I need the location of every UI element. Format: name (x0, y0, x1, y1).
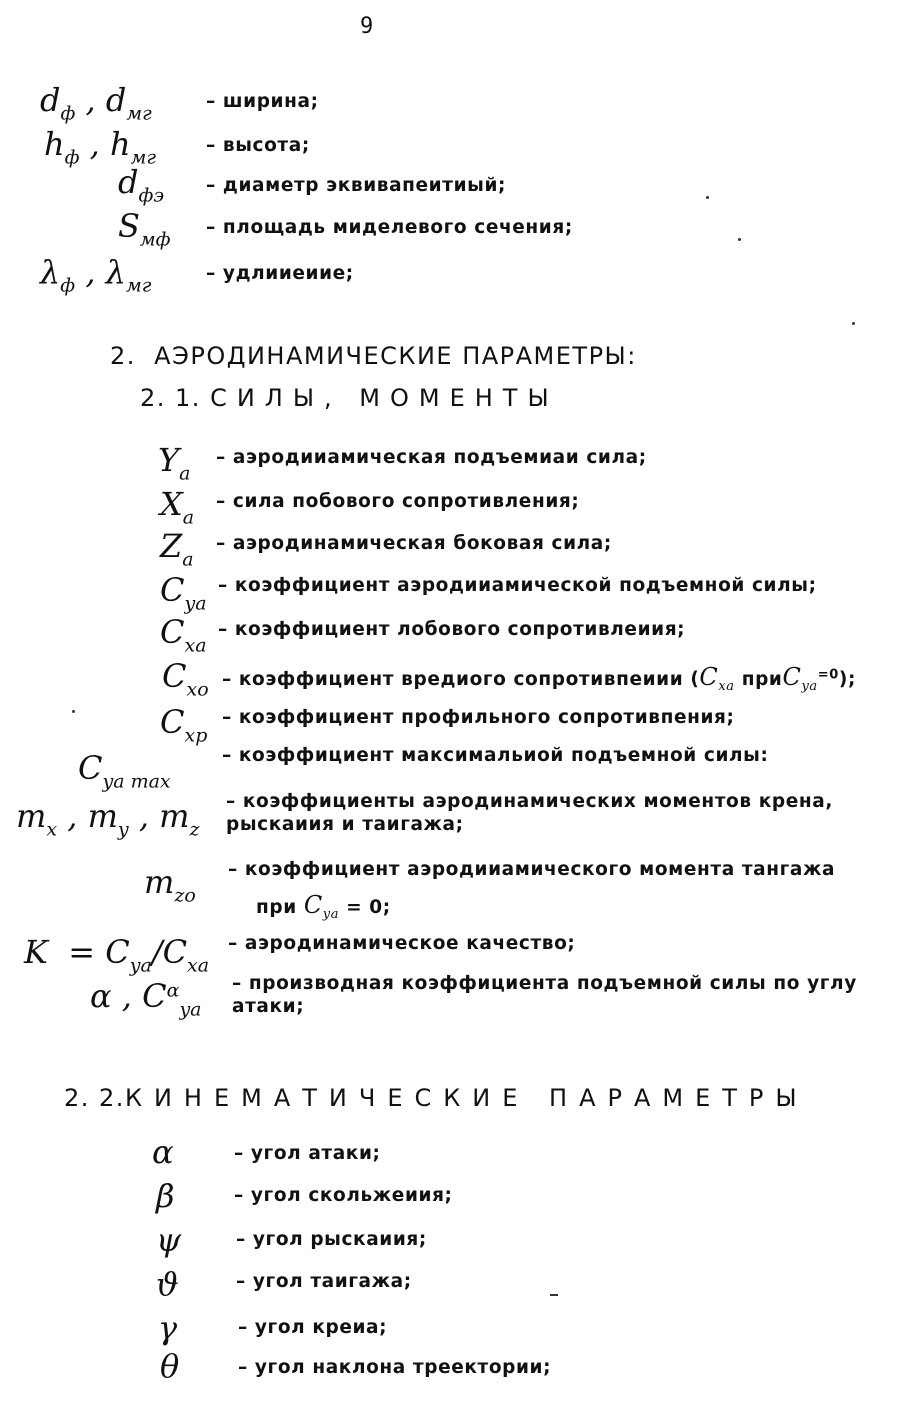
symbol-height: $h_ф$ , $h_{мг}$ (44, 125, 156, 169)
scan-speck (706, 196, 709, 199)
force-item-max-lift: – коэффициент максимальиой подъемной силы: (222, 745, 769, 766)
geometry-item-midsection-area: – площадь миделевого сечения; (206, 217, 573, 238)
section-2-2-title: КИНЕМАТИЧЕСКИЕ ПАРАМЕТРЫ (124, 1084, 809, 1112)
symbol-max-lift-coefficient: $C_{ya max}$ (78, 749, 171, 793)
symbol-moment-coefficients: $m_x$ , $m_y$ , $m_z$ (16, 797, 200, 841)
kinematics-item-yaw: – угол рыскаиия; (236, 1229, 427, 1250)
symbol-lift-drag-ratio: $K = C_{ya}/C_{xa}$ (24, 933, 210, 977)
scan-speck (72, 710, 75, 713)
force-item-pitch-moment-cont: при $C_{ya} = 0$; (256, 891, 391, 923)
section-2-1-title: СИЛЫ, МОМЕНТЫ (210, 384, 559, 412)
symbol-yaw-angle: ψ (156, 1221, 182, 1259)
section-2-1-number: 2. 1. (140, 384, 201, 412)
symbol-equiv-diameter: $d_{фэ}$ (118, 163, 164, 207)
section-2-heading (110, 342, 637, 370)
force-item-parasite-drag: – коэффициент вредиого сопротивпеиии ($C_{xa}$ приC$_{ya}^{=0}$); (222, 663, 856, 695)
symbol-side-force: $Z_a$ (160, 527, 194, 571)
geometry-item-equiv-diameter: – диаметр эквивапеитиый; (206, 175, 507, 196)
symbol-midsection-area: $S_{мф}$ (118, 207, 171, 251)
force-item-lift-drag-ratio: – аэродинамическое качество; (228, 933, 576, 954)
force-item-lift: – аэродииамическая подъемиаи сила; (216, 447, 647, 468)
force-item-drag: – сила побового сопротивления; (216, 491, 580, 512)
symbol-flight-path-angle: θ (160, 1347, 180, 1385)
symbol-profile-drag-coefficient: $C_{xp}$ (160, 703, 208, 747)
force-item-lift-slope: – производная коэффициента подъемной силы по углу атаки; (232, 973, 857, 1018)
force-item-moment-coefficients: – коэффициенты аэродинамических моментов крена, рыскаиия и таигажа; (226, 791, 833, 836)
symbol-drag-force: $X_a$ (160, 485, 195, 529)
force-item-lift-coefficient: – коэффициент аэродииамической подъемной силы; (218, 575, 817, 596)
geometry-item-height: – высота; (206, 135, 310, 156)
geometry-item-elongation: – удлииеиие; (206, 263, 354, 284)
symbol-angle-of-attack: α (152, 1133, 174, 1171)
section-2-number: 2. (110, 342, 136, 370)
section-2-1-heading (140, 384, 559, 412)
force-item-drag-coefficient: – коэффициент лобового сопротивлеиия; (218, 619, 686, 640)
symbol-width: $d_ф$ , $d_{мг}$ (40, 81, 152, 125)
force-item-profile-drag: – коэффициент профильного сопротивпения; (222, 707, 735, 728)
kinematics-item-pitch: – угол таигажа; (236, 1271, 412, 1292)
symbol-lift-slope: α , $C^\alpha_{ya}$ (90, 977, 202, 1021)
symbol-drag-coefficient: $C_{xa}$ (160, 613, 207, 657)
symbol-parasite-drag-coefficient: $C_{xo}$ (162, 657, 209, 701)
force-item-pitch-moment: – коэффициент аэродииамического момента тангажа (228, 859, 836, 880)
kinematics-item-flight-path: – угол наклона треектории; (238, 1357, 552, 1378)
symbol-lift-force: $Y_a$ (158, 441, 191, 485)
force-item-side: – аэродинамическая боковая сила; (216, 533, 612, 554)
kinematics-item-sideslip: – угол скольжеиия; (234, 1185, 453, 1206)
kinematics-item-roll: – угол креиа; (238, 1317, 388, 1338)
symbol-lift-coefficient: $C_{ya}$ (160, 571, 207, 615)
symbol-sideslip-angle: β (156, 1177, 175, 1215)
symbol-elongation: $\lambda_ф$ , $\lambda_{мг}$ (40, 253, 152, 297)
kinematics-item-angle-of-attack: – угол атаки; (234, 1143, 381, 1164)
symbol-pitch-angle: ϑ (156, 1265, 179, 1303)
scan-speck (738, 238, 741, 241)
section-2-2-number: 2. 2. (64, 1084, 125, 1112)
geometry-item-width: – ширина; (206, 91, 319, 112)
section-2-title: АЭРОДИНАМИЧЕСКИЕ ПАРАМЕТРЫ: (154, 342, 637, 370)
section-2-2-heading (64, 1084, 809, 1112)
page-number: 9 (360, 14, 374, 39)
symbol-roll-angle: γ (158, 1309, 178, 1347)
scan-speck (852, 322, 855, 325)
symbol-pitch-moment-coefficient: $m_{zo}$ (144, 863, 196, 907)
scan-speck (550, 1294, 558, 1296)
